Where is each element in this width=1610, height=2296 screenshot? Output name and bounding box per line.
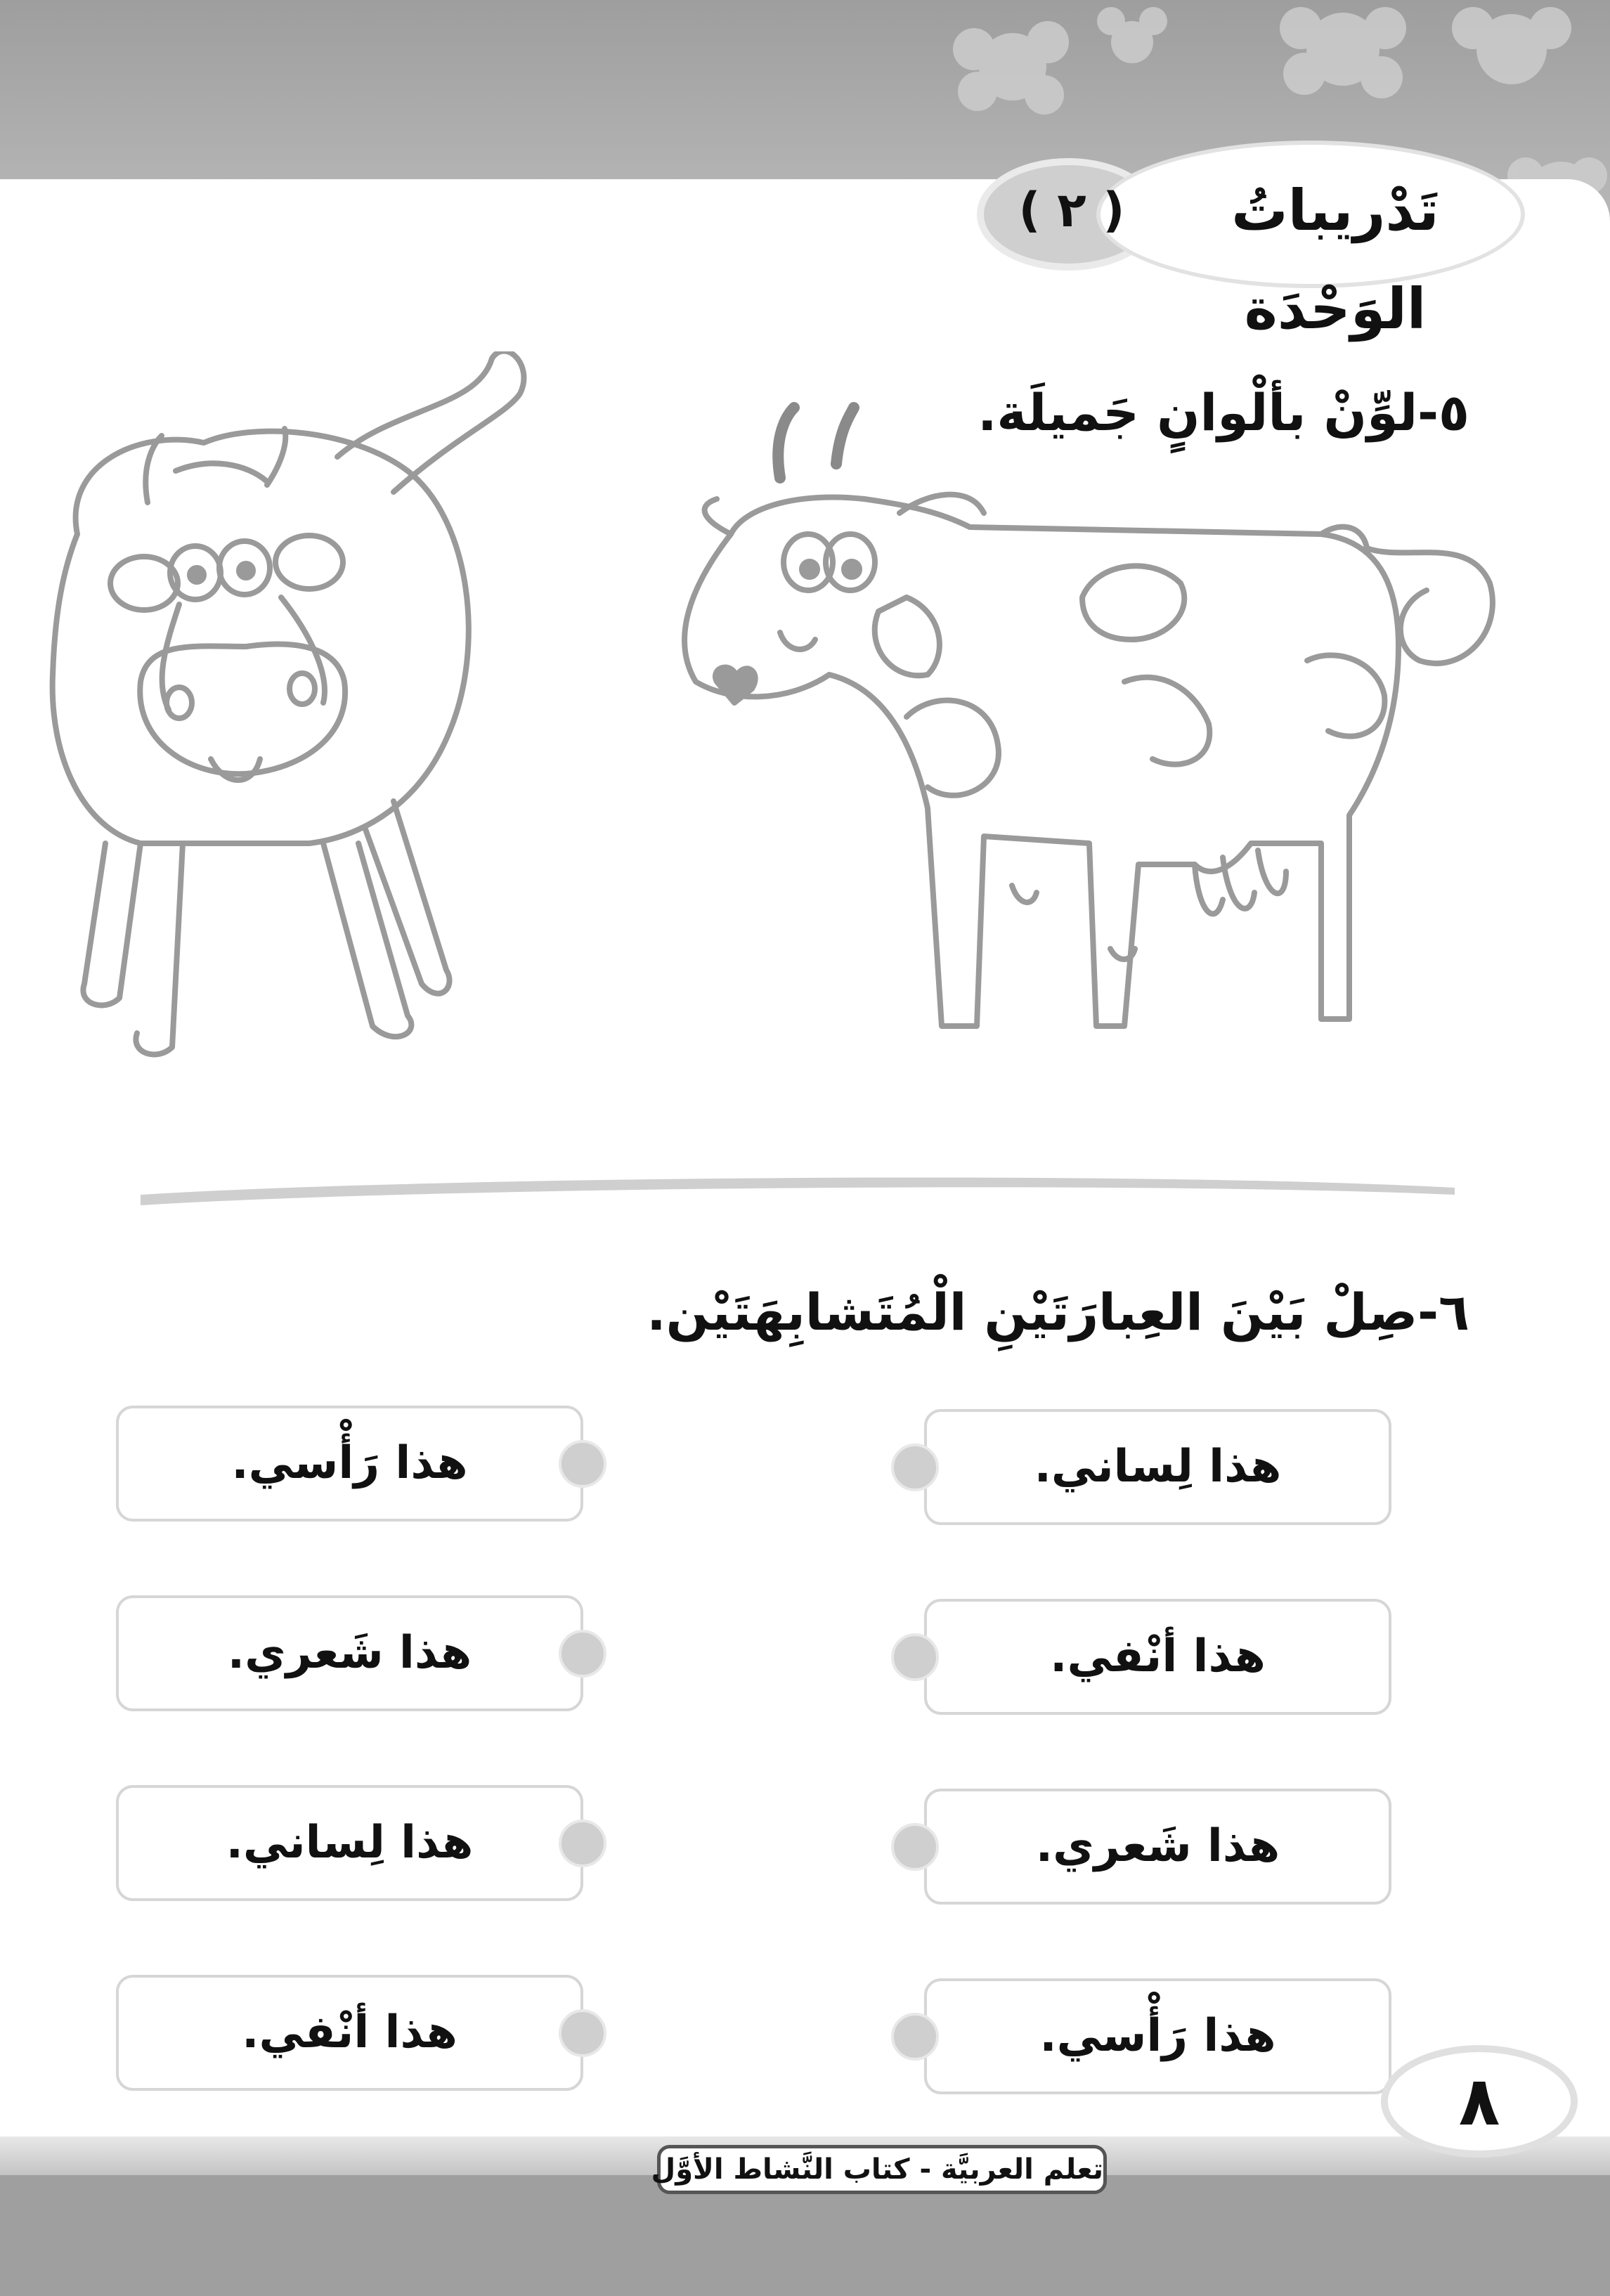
right-connector-dot[interactable]: [891, 1633, 939, 1681]
left-phrase-box: هذا شَعري.: [116, 1595, 583, 1711]
right-connector-dot[interactable]: [891, 1823, 939, 1871]
left-connector-dot[interactable]: [559, 2009, 606, 2057]
front-cow-illustration: [53, 351, 524, 1054]
right-connector-dot[interactable]: [891, 2013, 939, 2061]
left-phrase-box: هذا رَأْسي.: [116, 1406, 583, 1522]
page-number: ٨: [1458, 2062, 1500, 2141]
book-title: تعلم العربيَّة - كتاب النَّشاط الأوَّل: [657, 2145, 1107, 2194]
left-connector-dot[interactable]: [559, 1440, 606, 1488]
section-divider: [141, 1163, 1455, 1212]
right-phrase-box: هذا أنْفي.: [924, 1599, 1391, 1715]
left-phrase-box: هذا أنْفي.: [116, 1975, 583, 2091]
right-phrase-box: هذا لِساني.: [924, 1409, 1391, 1525]
right-phrase-box: هذا شَعري.: [924, 1789, 1391, 1905]
page-title: تَدْريباتُ الوَحْدَة: [1231, 178, 1439, 342]
left-phrase-box: هذا لِساني.: [116, 1785, 583, 1901]
exercise-6-instruction: ٦-صِلْ بَيْنَ العِبارَتَيْنِ الْمُتَشابِهَتَيْن.: [647, 1283, 1469, 1342]
side-cow-illustration: [684, 408, 1493, 1026]
right-phrase-box: هذا رَأْسي.: [924, 1978, 1391, 2094]
exercise-5-instruction: ٥-لوِّنْ بألْوانٍ جَميلَة.: [978, 383, 1469, 442]
cow-illustrations: [0, 351, 1610, 1124]
left-connector-dot[interactable]: [559, 1820, 606, 1867]
right-connector-dot[interactable]: [891, 1444, 939, 1491]
left-connector-dot[interactable]: [559, 1630, 606, 1678]
unit-number: ( ٢ ): [1018, 183, 1125, 238]
